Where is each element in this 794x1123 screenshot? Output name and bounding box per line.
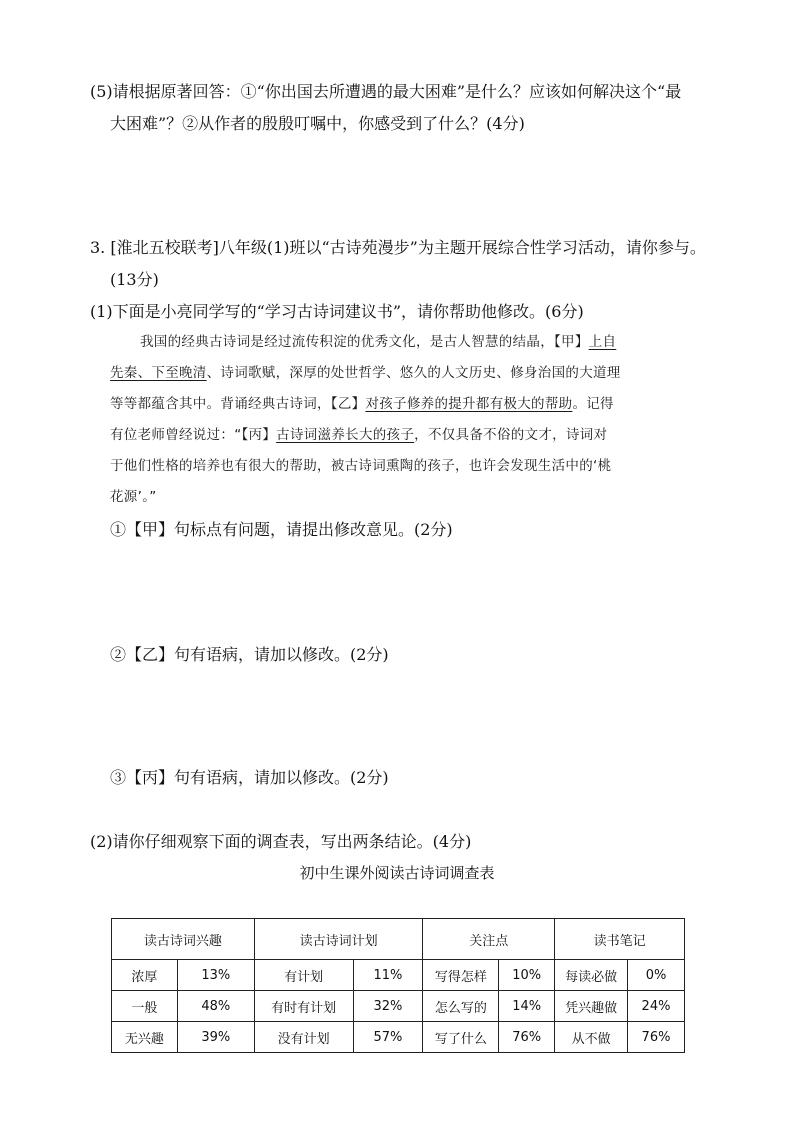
- question-bing: ③【丙】句有语病，请加以修改。(2分): [110, 768, 389, 787]
- table-cell: 0%: [628, 960, 685, 991]
- passage-text: 等等都蕴含其中。背诵经典古诗词，【乙】: [110, 396, 366, 412]
- passage-text: 。记得: [572, 396, 614, 412]
- passage-text: 有位老师曾经说过：“【丙】: [110, 427, 277, 443]
- table-cell: 有时有计划: [254, 991, 353, 1022]
- table-cell: 76%: [499, 1022, 555, 1053]
- table-cell: 13%: [177, 960, 254, 991]
- table-cell: 14%: [499, 991, 555, 1022]
- table-cell: 写了什么: [423, 1022, 499, 1053]
- table-cell: 10%: [499, 960, 555, 991]
- sub2-intro: (2)请你仔细观察下面的调查表，写出两条结论。(4分): [90, 832, 472, 851]
- table-row: [112, 1022, 685, 1053]
- table-cell: 一般: [112, 991, 178, 1022]
- table-cell: 凭兴趣做: [555, 991, 628, 1022]
- passage-text: ，不仅具备不俗的文才，诗词对: [414, 427, 608, 443]
- table-cell: 怎么写的: [423, 991, 499, 1022]
- bing-underlined: 古诗词滋养长大的孩子: [276, 427, 415, 443]
- passage-line-4: [110, 425, 607, 445]
- table-cell: 没有计划: [254, 1022, 353, 1053]
- question-yi: ②【乙】句有语病，请加以修改。(2分): [110, 645, 389, 664]
- sub1-intro: (1)下面是小亮同学写的“学习古诗词建议书”，请你帮助他修改。(6分): [90, 302, 584, 321]
- header-focus: 关注点: [423, 919, 555, 960]
- q5-line-2: 大困难”？②从作者的殷殷叮嘱中，你感受到了什么？(4分): [110, 114, 525, 133]
- table-header-row: [112, 919, 685, 960]
- passage-text: 我国的经典古诗词是经过流传积淀的优秀文化，是古人智慧的结晶，【甲】: [140, 334, 589, 350]
- q5-line-1: (5)请根据原著回答：①“你出国去所遭遇的最大困难”是什么？应该如何解决这个“最: [90, 82, 682, 101]
- table-cell: 32%: [353, 991, 423, 1022]
- table-cell: 11%: [353, 960, 423, 991]
- table-cell: 57%: [353, 1022, 423, 1053]
- passage-line-2: [110, 363, 621, 383]
- passage-text: 、诗词歌赋，深厚的处世哲学、悠久的人文历史、修身治国的大道理: [206, 365, 621, 381]
- passage-line-5: 于他们性格的培养也有很大的帮助，被古诗词熏陶的孩子，也许会发现生活中的‘桃: [110, 458, 612, 474]
- header-plan: 读古诗词计划: [254, 919, 423, 960]
- table-cell: 从不做: [555, 1022, 628, 1053]
- table-cell: 无兴趣: [112, 1022, 178, 1053]
- table-cell: 写得怎样: [423, 960, 499, 991]
- yi-underlined: 对孩子修养的提升都有极大的帮助: [365, 396, 573, 412]
- passage-line-3: [110, 394, 614, 414]
- header-interest: 读古诗词兴趣: [112, 919, 255, 960]
- q3-score: (13分): [110, 270, 159, 289]
- q3-heading: 3. [淮北五校联考]八年级(1)班以“古诗苑漫步”为主题开展综合性学习活动，请你参与。: [90, 238, 706, 257]
- jia-underlined: 先秦、下至晚清: [110, 365, 207, 381]
- question-jia: ①【甲】句标点有问题，请提出修改意见。(2分): [110, 520, 453, 539]
- header-notes: 读书笔记: [555, 919, 685, 960]
- jia-underlined: 上自: [588, 334, 617, 350]
- table-cell: 48%: [177, 991, 254, 1022]
- table-cell: 有计划: [254, 960, 353, 991]
- table-cell: 浓厚: [112, 960, 178, 991]
- table-title: 初中生课外阅读古诗词调查表: [299, 864, 495, 882]
- table-row: [112, 991, 685, 1022]
- table-cell: 24%: [628, 991, 685, 1022]
- table-cell: 76%: [628, 1022, 685, 1053]
- table-row: [112, 960, 685, 991]
- passage-line-6: 花源’。”: [110, 489, 157, 505]
- survey-table: [111, 918, 685, 1053]
- passage-line-1: [140, 332, 616, 352]
- table-cell: 每读必做: [555, 960, 628, 991]
- table-cell: 39%: [177, 1022, 254, 1053]
